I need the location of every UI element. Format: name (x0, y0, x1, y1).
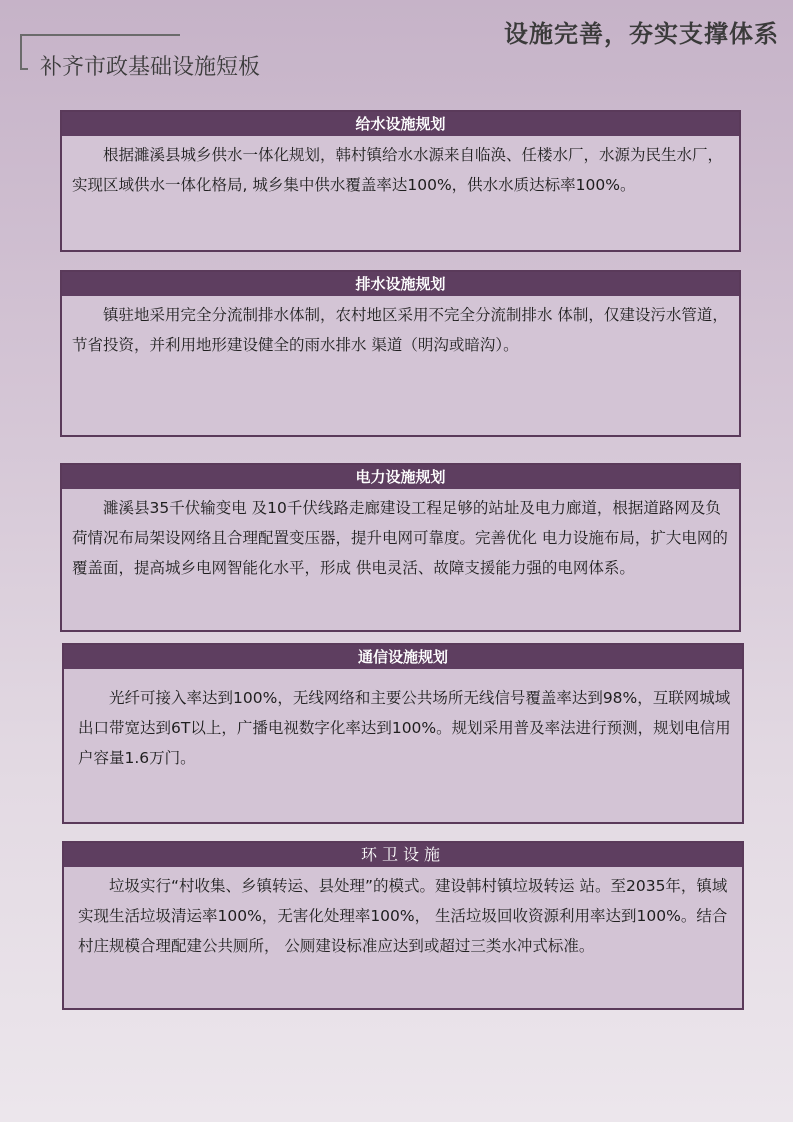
power-text: 濉溪县35千伏输变电 及10千伏线路走廊建设工程足够的站址及电力廊道，根据道路网及负 荷情况布局架设网络且合理配置变压器，提升电网可靠度。完善优化 电力设施布局，扩大电网的覆盖面，提高城乡电网智能化水平，形成 供电灵活、故障支援能力强的电网体系。 (72, 499, 728, 577)
sanitation-card (62, 841, 744, 1010)
telecom-card (62, 643, 744, 824)
water-supply-card (60, 110, 741, 252)
power-card (60, 463, 741, 632)
drainage-text: 镇驻地采用完全分流制排水体制，农村地区采用不完全分流制排水 体制，仅建设污水管道，节省投资，并利用地形建设健全的雨水排水 渠道（明沟或暗沟）。 (72, 306, 728, 354)
page-title: 设施完善，夯实支撑体系 (504, 20, 779, 48)
drainage-title: 排水设施规划 (62, 272, 739, 296)
telecom-title: 通信设施规划 (64, 645, 742, 669)
power-title: 电力设施规划 (62, 465, 739, 489)
telecom-text: 光纤可接入率达到100%，无线网络和主要公共场所无线信号覆盖率达到98%，互联网城域出口带宽达到6T以上，广播电视数字化率达到100%。规划采用普及率法进行预测，规划电信用户容量1.6万门。 (78, 689, 731, 767)
section-subtitle: 补齐市政基础设施短板 (40, 55, 261, 80)
water-supply-title: 给水设施规划 (62, 112, 739, 136)
sanitation-text: 垃圾实行“村收集、乡镇转运、县处理”的模式。建设韩村镇垃圾转运 站。至2035年，镇域实现生活垃圾清运率100%，无害化处理率100%， 生活垃圾回收资源利用率达到100%。结合村庄规模合理配建公共厕所， 公厕建设标准应达到或超过三类水冲式标准。 (78, 877, 728, 955)
drainage-card (60, 270, 741, 437)
water-supply-text: 根据濉溪县城乡供水一体化规划，韩村镇给水水源来自临涣、任楼水厂，水源为民生水厂，实现区域供水一体化格局, 城乡集中供水覆盖率达100%，供水水质达标率100%。 (72, 146, 724, 194)
subtitle-bracket-tick (20, 68, 28, 70)
sanitation-title: 环卫设施 (64, 843, 742, 867)
